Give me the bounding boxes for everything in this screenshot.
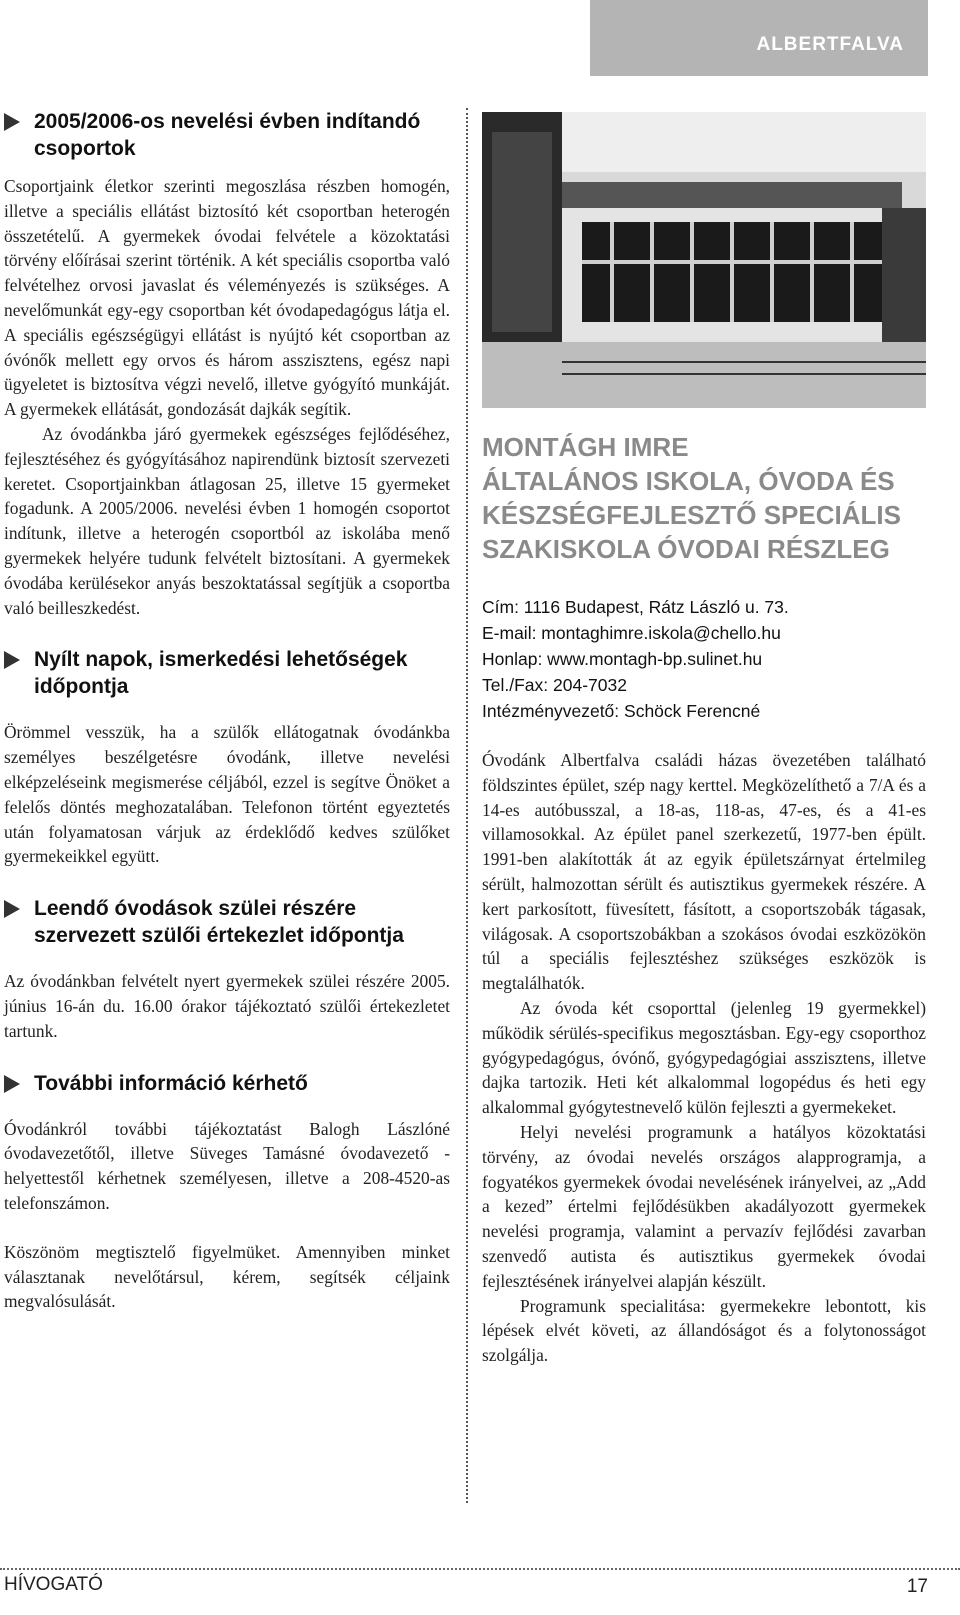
school-name-line: SZAKISKOLA ÓVODAI RÉSZLEG bbox=[482, 534, 890, 564]
website: Honlap: www.montagh-bp.sulinet.hu bbox=[482, 649, 763, 669]
paragraph: Köszönöm megtisztelő figyelmüket. Amennyiben minket választanak nevelőtársul, kérem, segítsék céljaink megvalósulását. bbox=[4, 1241, 450, 1312]
section-label: ALBERTFALVA bbox=[756, 34, 904, 55]
paragraph: Az óvodánkba járó gyermekek egészséges fejlődéséhez, fejlesztéséhez és gyógyításához napirendünk biztosít szervezeti keretet. Csoportjainkban átlagosan 25, illetve 15 gyermeket fogadunk. A 2005/2006. nevelési évben 1 homogén csoportot indítunk, illetve a heterogén csoportból az iskolába menő gyermekek helyére tudunk felvételt biztosítani. A gyermekek óvodába kerülésekor anyás beszoktatással segítjük a csoportba való beilleszkedést. bbox=[4, 423, 450, 618]
footer-divider bbox=[0, 1568, 960, 1570]
school-name-line: ÁLTALÁNOS ISKOLA, ÓVODA ÉS bbox=[482, 466, 895, 496]
contact-info bbox=[482, 594, 926, 724]
right-column bbox=[482, 112, 926, 1368]
school-name-line: MONTÁGH IMRE bbox=[482, 432, 689, 462]
heading-more-info: További információ kérhető bbox=[4, 1070, 450, 1097]
phone: Tel./Fax: 204-7032 bbox=[482, 675, 627, 695]
paragraph: Helyi nevelési programunk a hatályos közoktatási törvény, az óvodai nevelés országos alapprogramja, a fogyatékos gyermekek óvodai nevelésének irányelvei, az „Add a kezed” értelmi fejlődésükben akadályozott gyermekek nevelési programja, valamint a pervazív fejlődési zavarban szenvedő autista és autisztikus gyermekek óvodai fejlesztésének irányelvei alapján készült. bbox=[482, 1121, 926, 1291]
page-number: 17 bbox=[906, 1576, 928, 1597]
building-photo bbox=[482, 112, 926, 408]
paragraph: Örömmel vesszük, ha a szülők ellátogatnak óvodánkba személyes beszélgetésre óvodánk, illetve nevelési elképzeléseink megismerése céljából, ezzel is segítve Önöket a felelős döntés meghozatalában. Telefonon történt egyeztetés után folyamatosan várjuk az érdeklődő kedves szülőket gyermekeikkel együtt. bbox=[4, 722, 450, 867]
heading-open-days: Nyílt napok, ismerkedési lehetőségek időpontja bbox=[4, 646, 450, 700]
address: Cím: 1116 Budapest, Rátz László u. 73. bbox=[482, 597, 789, 617]
heading-parents-meeting: Leendő óvodások szülei részére szervezett szülői értekezlet időpontja bbox=[4, 895, 450, 949]
paragraph: Az óvoda két csoporttal (jelenleg 19 gyermekkel) működik sérülés-specifikus megosztásban. Egy-egy csoporthoz gyógypedagógus, óvónő, gyógypedagógiai asszisztens, illetve dajka tartozik. Heti két alkalommal logopédus és heti egy alkalommal gyógytestnevelő külön fejleszti a gyermekeket. bbox=[482, 997, 926, 1118]
column-divider bbox=[466, 108, 468, 1503]
school-name-line: KÉSZSÉGFEJLESZTŐ SPECIÁLIS bbox=[482, 500, 901, 530]
left-column bbox=[4, 108, 450, 1314]
heading-groups: 2005/2006-os nevelési évben indítandó csoportok bbox=[4, 108, 450, 162]
triangle-bullet-icon bbox=[4, 113, 20, 131]
paragraph: Az óvodánkban felvételt nyert gyermekek szülei részére 2005. június 16-án du. 16.00 órakor tájékoztató szülői értekezletet tartunk. bbox=[4, 971, 450, 1041]
section-tab bbox=[590, 0, 928, 76]
triangle-bullet-icon bbox=[4, 1075, 20, 1093]
school-name bbox=[482, 430, 926, 566]
paragraph: Óvodánkról további tájékoztatást Balogh Lászlóné óvodavezetőtől, illetve Süveges Tamásné óvodavezető - helyettestől kérhetnek személyesen, illetve a 208-4520-as telefonszámon. bbox=[4, 1118, 450, 1213]
paragraph: Programunk specialitása: gyermekekre lebontott, kis lépések elvét követi, az állandóságot és a folytonosságot szolgálja. bbox=[482, 1295, 926, 1366]
triangle-bullet-icon bbox=[4, 900, 20, 918]
triangle-bullet-icon bbox=[4, 651, 20, 669]
email: E-mail: montaghimre.iskola@chello.hu bbox=[482, 623, 781, 643]
publication-name: HÍVOGATÓ bbox=[4, 1574, 103, 1595]
director: Intézményvezető: Schöck Ferencné bbox=[482, 701, 761, 721]
paragraph: Csoportjaink életkor szerinti megoszlása részben homogén, illetve a speciális ellátást biztosító két csoportban heterogén összetételű. A gyermekek óvodai felvétele a közoktatási törvény előírásai szerint történik. A két speciális csoportba való felvételhez orvosi javaslat és véleményezés is szükséges. A nevelőmunkát egy-egy csoportban két óvodapedagógus látja el. A speciális egészségügyi ellátást is nyújtó két csoportban az óvónők mellett egy orvos és három asszisztens, egész napi ügyeletet is biztosítva végzi nevelő, illetve gyógyító munkáját. A gyermekek ellátását, gondozását dajkák segítik. bbox=[4, 176, 450, 420]
paragraph: Óvodánk Albertfalva családi házas övezetében található földszintes épület, szép nagy kerttel. Megközelíthető a 7/A és a 14-es autóbusszal, a 18-as, 118-as, 47-es, és a 41-es villamosokkal. Az épület panel szerkezetű, 1977-ben épült. 1991-ben alakították át az egyik épületszárnyat értelmileg sérült, halmozottan sérült és autisztikus gyermekek részére. A kert parkosított, füvesített, fásított, a csoportszobák tágasak, világosak. A csoportszobákban a szokásos óvodai eszközökön túl a speciális fejlesztéshez szükséges eszközök is megtalálhatók. bbox=[482, 750, 926, 994]
